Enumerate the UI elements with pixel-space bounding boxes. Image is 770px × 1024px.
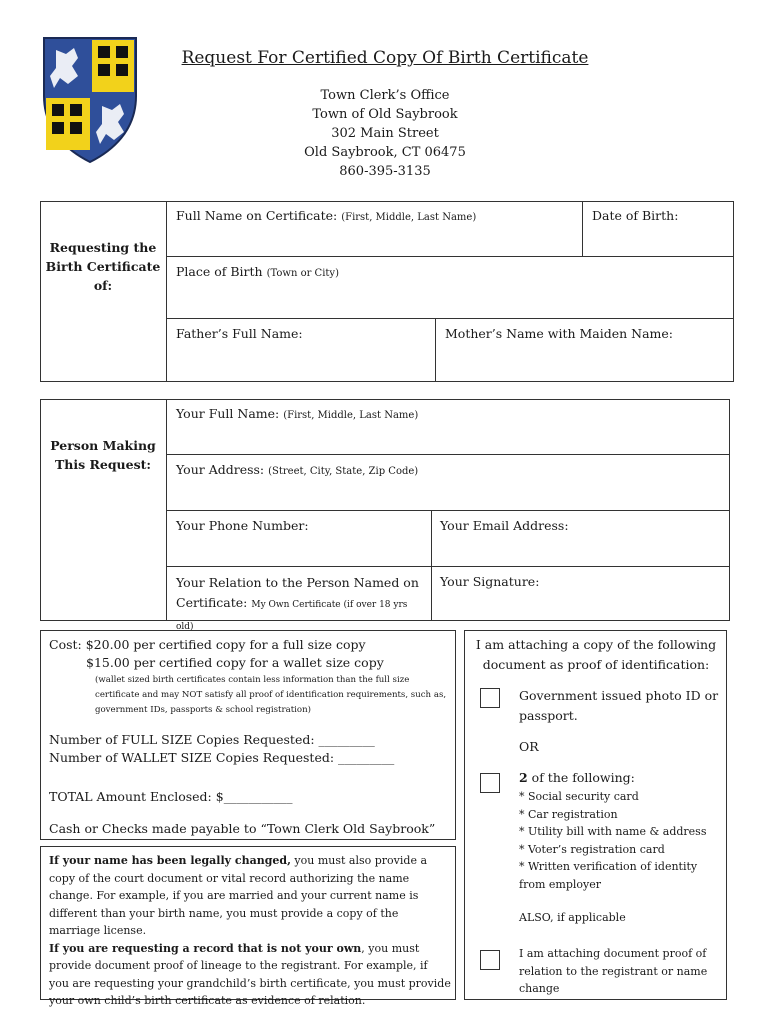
- notice-p1-rest: you must also provide a copy of the court document or vital record authorizing the name change. For example, if you are married and your current name is different than your birth name, you must provide a copy of the marriage license.: [49, 854, 428, 937]
- dob-field[interactable]: [592, 207, 732, 224]
- identification-heading: I am attaching a copy of the following document as proof of identification:: [475, 637, 717, 672]
- full-name-field[interactable]: [176, 207, 576, 226]
- relation-label-1: Your Relation to the Person Named on: [176, 575, 419, 590]
- option-two-number: 2: [519, 770, 528, 785]
- two-of-following-checkbox[interactable]: [480, 773, 500, 793]
- relation-field[interactable]: [176, 573, 426, 637]
- full-name-hint: (First, Middle, Last Name): [341, 212, 477, 223]
- notice-p1-bold: If your name has been legally changed,: [49, 854, 291, 867]
- divider: [166, 454, 730, 455]
- divider: [582, 201, 583, 256]
- list-item: * Car registration: [519, 807, 618, 821]
- list-item: * Written verification of identity from employer: [519, 860, 698, 891]
- relation-hint: My Own Certificate (if over 18 yrs old): [176, 600, 408, 632]
- mother-label: Mother’s Name with Maiden Name:: [445, 326, 674, 341]
- id-document-list: [519, 788, 724, 893]
- divider: [166, 201, 167, 382]
- email-field[interactable]: [440, 517, 725, 534]
- or-label: OR: [519, 739, 539, 754]
- option-two-text: of the following:: [527, 770, 635, 785]
- office-address: [235, 86, 535, 181]
- full-size-copies[interactable]: Number of FULL SIZE Copies Requested: _________: [49, 732, 375, 747]
- list-item: * Voter’s registration card: [519, 842, 665, 856]
- signature-label: Your Signature:: [440, 574, 540, 589]
- list-item: * Utility bill with name & address: [519, 825, 707, 838]
- requesting-label: Requesting the Birth Certificate of:: [45, 240, 161, 293]
- email-label: Your Email Address:: [440, 518, 569, 533]
- full-name-label: Full Name on Certificate:: [176, 208, 338, 223]
- address-field[interactable]: [176, 461, 716, 480]
- phone-label: Your Phone Number:: [176, 518, 309, 533]
- option-photo-id: Government issued photo ID or passport.: [519, 688, 719, 723]
- divider: [431, 510, 432, 621]
- photo-id-checkbox[interactable]: [480, 688, 500, 708]
- father-name-field[interactable]: [176, 325, 431, 342]
- your-name-hint: (First, Middle, Last Name): [283, 410, 419, 421]
- also-label: ALSO, if applicable: [519, 911, 626, 924]
- total-amount[interactable]: TOTAL Amount Enclosed: $___________: [49, 789, 293, 804]
- list-item: * Social security card: [519, 790, 639, 803]
- requester-label: Person Making This Request:: [50, 438, 156, 472]
- office-line: Town Clerk’s Office: [320, 88, 450, 103]
- father-label: Father’s Full Name:: [176, 326, 303, 341]
- notice-p2-bold: If you are requesting a record that is not your own: [49, 941, 362, 955]
- wallet-size-copies[interactable]: Number of WALLET SIZE Copies Requested: _________: [49, 750, 395, 765]
- office-line: Town of Old Saybrook: [312, 107, 458, 122]
- option-two-of: [519, 770, 635, 785]
- mother-name-field[interactable]: [445, 325, 730, 342]
- divider: [166, 318, 734, 319]
- divider: [166, 256, 734, 257]
- address-label: Your Address:: [176, 462, 265, 477]
- notice-text: [49, 852, 451, 1010]
- phone-field[interactable]: [176, 517, 426, 534]
- address-hint: (Street, City, State, Zip Code): [268, 466, 419, 477]
- divider: [166, 566, 730, 567]
- your-name-field[interactable]: [176, 405, 716, 424]
- dob-label: Date of Birth:: [592, 208, 679, 223]
- signature-field[interactable]: [440, 573, 725, 590]
- office-line: 302 Main Street: [331, 126, 439, 141]
- divider: [166, 510, 730, 511]
- divider: [435, 318, 436, 382]
- cost-line-1: Cost: $20.00 per certified copy for a full size copy: [49, 637, 366, 652]
- payable-note: Cash or Checks made payable to “Town Clerk Old Saybrook”: [49, 821, 436, 836]
- page-title: Request For Certified Copy Of Birth Certificate: [181, 48, 589, 68]
- notice-p2-rest: , you must provide document proof of lineage to the registrant. For example, if you are requesting your grandchild’s birth certificate, you must provide your own child’s birth certificate as evidence of relation.: [49, 941, 451, 1007]
- wallet-note: (wallet sized birth certificates contain less information than the full size certificate and may NOT satisfy all proof of identification requirements, such as, government IDs, passports & school registration): [95, 675, 447, 715]
- place-label: Place of Birth: [176, 264, 263, 279]
- option-relation-proof: I am attaching document proof of relation to the registrant or name change: [519, 947, 708, 995]
- your-name-label: Your Full Name:: [176, 406, 280, 421]
- office-line: Old Saybrook, CT 06475: [304, 145, 466, 160]
- place-hint: (Town or City): [266, 268, 339, 279]
- town-shield-logo: [42, 36, 138, 164]
- office-line: 860-395-3135: [339, 164, 431, 179]
- relation-label-2: Certificate:: [176, 595, 248, 610]
- relation-proof-checkbox[interactable]: [480, 950, 500, 970]
- cost-line-2: $15.00 per certified copy for a wallet size copy: [86, 655, 384, 670]
- place-of-birth-field[interactable]: [176, 263, 726, 282]
